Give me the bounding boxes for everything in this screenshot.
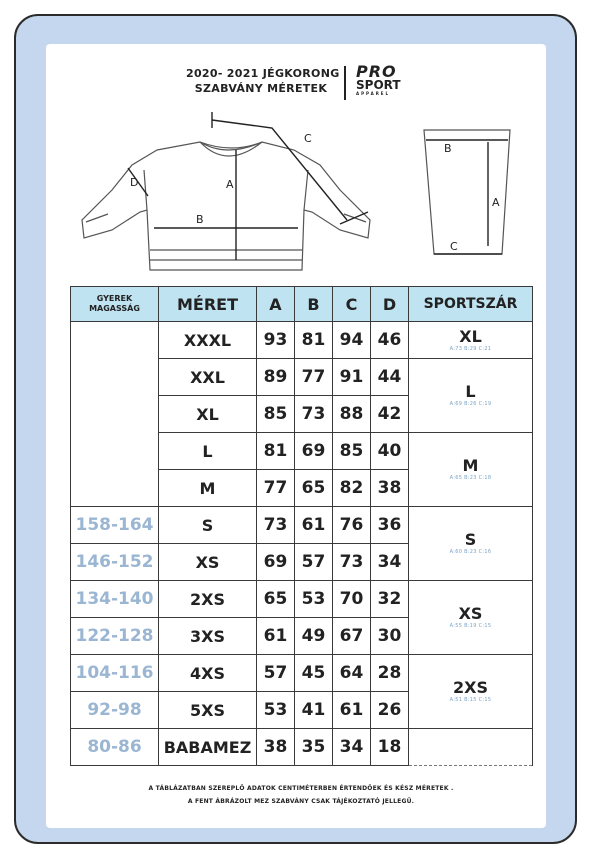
sportszar-dims: A:73 B:29 C:21 — [449, 345, 492, 352]
value-a: 65 — [257, 581, 295, 618]
value-b: 49 — [295, 618, 333, 655]
value-c: 85 — [333, 433, 371, 470]
header-gyerek-line1: GYEREK — [96, 294, 133, 303]
header-d: D — [371, 287, 409, 322]
value-c: 73 — [333, 544, 371, 581]
footnote-line2: A FENT ÁBRÁZOLT MEZ SZABVÁNY CSAK TÁJÉKOZTATÓ JELLEGŰ. — [187, 798, 415, 805]
value-a: 81 — [257, 433, 295, 470]
value-d: 46 — [371, 322, 409, 359]
value-d: 18 — [371, 729, 409, 766]
table-row — [71, 729, 533, 766]
value-d: 36 — [371, 507, 409, 544]
sportszar-size: XS — [458, 604, 483, 623]
jersey-label-c: C — [304, 132, 312, 145]
sock-label-b: B — [444, 142, 452, 155]
sportszar-size: L — [465, 382, 476, 401]
value-a: 69 — [257, 544, 295, 581]
value-d: 34 — [371, 544, 409, 581]
value-c: 82 — [333, 470, 371, 507]
size-cell: L — [159, 433, 257, 470]
value-b: 45 — [295, 655, 333, 692]
footnote-line1: A TÁBLÁZATBAN SZEREPLŐ ADATOK CENTIMÉTERBEN ÉRTENDŐEK ÉS KÉSZ MÉRETEK . — [148, 785, 454, 792]
table-row — [71, 507, 533, 544]
value-a: 89 — [257, 359, 295, 396]
value-c: 70 — [333, 581, 371, 618]
value-c: 76 — [333, 507, 371, 544]
height-cell: 92-98 — [71, 692, 159, 729]
header-b: B — [295, 287, 333, 322]
value-c: 94 — [333, 322, 371, 359]
value-c: 64 — [333, 655, 371, 692]
sportszar-cell — [409, 322, 533, 359]
height-cell: 80-86 — [71, 729, 159, 766]
table-header-row — [71, 287, 533, 322]
sportszar-dims: A:69 B:26 C:19 — [449, 401, 492, 407]
sportszar-dims: A:60 B:23 C:16 — [449, 549, 492, 555]
value-c: 88 — [333, 396, 371, 433]
value-b: 73 — [295, 396, 333, 433]
value-b: 35 — [295, 729, 333, 766]
size-cell: S — [159, 507, 257, 544]
value-d: 44 — [371, 359, 409, 396]
value-a: 53 — [257, 692, 295, 729]
header-gyerek-line2: MAGASSÁG — [89, 304, 140, 313]
sportszar-dims: A:65 B:23 C:18 — [449, 475, 492, 481]
value-d: 42 — [371, 396, 409, 433]
value-b: 81 — [295, 322, 333, 359]
value-b: 61 — [295, 507, 333, 544]
value-d: 32 — [371, 581, 409, 618]
value-b: 53 — [295, 581, 333, 618]
sock-label-c: C — [450, 240, 458, 253]
size-cell: 3XS — [159, 618, 257, 655]
height-cell: 134-140 — [71, 581, 159, 618]
title-divider — [344, 66, 346, 100]
sportszar-cell — [409, 581, 533, 655]
header-sportszar: SPORTSZÁR — [409, 287, 533, 322]
sportszar-cell — [409, 359, 533, 433]
value-a: 61 — [257, 618, 295, 655]
footnote — [70, 782, 532, 808]
sportszar-cell — [409, 433, 533, 507]
sportszar-cell — [409, 655, 533, 729]
brand-logo — [356, 64, 412, 96]
jersey-label-b: B — [196, 213, 204, 226]
value-b: 77 — [295, 359, 333, 396]
brand-sport: SPORT — [356, 78, 401, 92]
chart-title-line1: 2020- 2021 JÉGKORONG — [186, 67, 340, 80]
brand-pro: PRO — [356, 62, 397, 81]
value-a: 73 — [257, 507, 295, 544]
jersey-label-d: D — [130, 176, 139, 189]
size-table — [70, 286, 533, 766]
sportszar-size: 2XS — [453, 678, 488, 697]
sportszar-size: S — [464, 530, 477, 549]
value-b: 69 — [295, 433, 333, 470]
size-cell: XS — [159, 544, 257, 581]
value-d: 40 — [371, 433, 409, 470]
value-c: 67 — [333, 618, 371, 655]
table-row — [71, 322, 533, 359]
sportszar-dims: A:55 B:19 C:15 — [449, 623, 492, 629]
value-c: 61 — [333, 692, 371, 729]
size-cell: XXL — [159, 359, 257, 396]
chart-title-line2: SZABVÁNY MÉRETEK — [194, 82, 328, 95]
sportszar-size: M — [462, 456, 479, 475]
sportszar-cell — [409, 507, 533, 581]
value-b: 65 — [295, 470, 333, 507]
value-a: 85 — [257, 396, 295, 433]
size-cell: M — [159, 470, 257, 507]
value-a: 38 — [257, 729, 295, 766]
value-b: 41 — [295, 692, 333, 729]
header-a: A — [257, 287, 295, 322]
height-cell: 146-152 — [71, 544, 159, 581]
header-meret: MÉRET — [159, 287, 257, 322]
value-a: 93 — [257, 322, 295, 359]
sportszar-cell-empty — [409, 729, 533, 766]
header-c: C — [333, 287, 371, 322]
sock-label-a: A — [492, 196, 500, 209]
header-gyerek — [71, 287, 159, 322]
height-cell: 104-116 — [71, 655, 159, 692]
value-a: 57 — [257, 655, 295, 692]
table-row — [71, 655, 533, 692]
sportszar-dims: A:51 B:15 C:15 — [449, 697, 492, 703]
value-a: 77 — [257, 470, 295, 507]
table-row — [71, 581, 533, 618]
value-c: 91 — [333, 359, 371, 396]
brand-apparel: APPAREL — [356, 91, 391, 96]
jersey-diagram — [72, 110, 382, 280]
height-cell — [71, 322, 159, 507]
value-d: 26 — [371, 692, 409, 729]
sportszar-size: XL — [459, 326, 482, 346]
size-cell: 5XS — [159, 692, 257, 729]
size-cell: 4XS — [159, 655, 257, 692]
value-d: 38 — [371, 470, 409, 507]
value-d: 30 — [371, 618, 409, 655]
value-d: 28 — [371, 655, 409, 692]
size-cell: XL — [159, 396, 257, 433]
height-cell: 158-164 — [71, 507, 159, 544]
value-c: 34 — [333, 729, 371, 766]
chart-title — [186, 66, 340, 96]
height-cell: 122-128 — [71, 618, 159, 655]
size-cell: XXXL — [159, 322, 257, 359]
value-b: 57 — [295, 544, 333, 581]
jersey-label-a: A — [226, 178, 234, 191]
size-cell: 2XS — [159, 581, 257, 618]
size-cell: BABAMEZ — [159, 729, 257, 766]
sock-diagram — [418, 126, 518, 266]
